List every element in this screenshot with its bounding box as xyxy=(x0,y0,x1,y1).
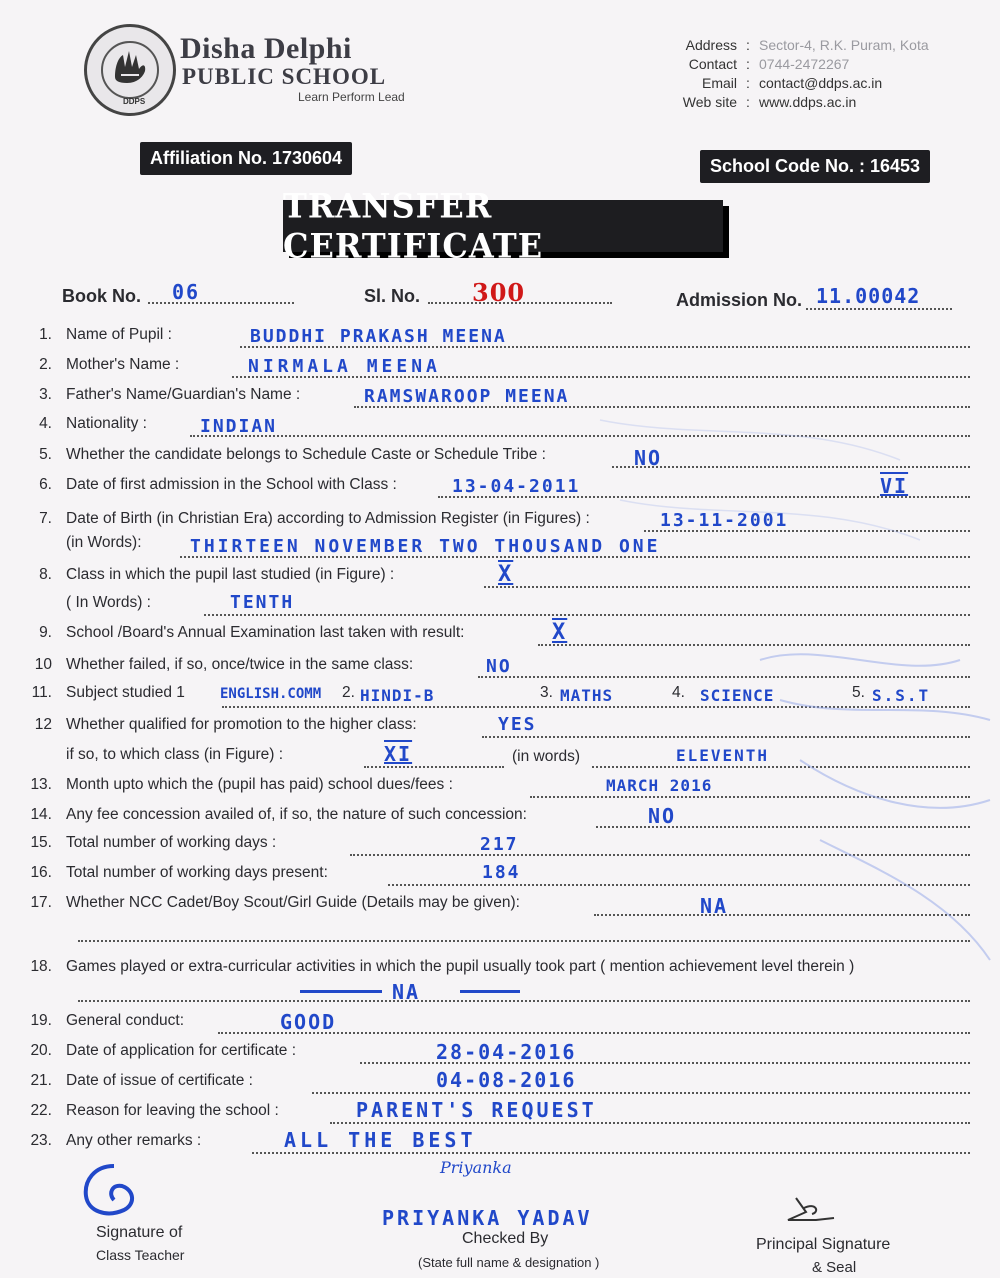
field-label: 23. Any other remarks : xyxy=(30,1132,202,1149)
first-admission-date-value: 13-04-2011 xyxy=(452,476,581,497)
field-dots xyxy=(594,914,970,916)
contact-key: Web site xyxy=(682,94,737,110)
admission-no-dots xyxy=(806,308,952,310)
book-no-label: Book No. xyxy=(62,286,141,306)
field-label: 12 Whether qualified for promotion to the higher class: xyxy=(34,716,417,733)
field-dots xyxy=(478,676,970,678)
checker-signature: Priyanka xyxy=(440,1158,512,1177)
teacher-signature-label-1: Signature of xyxy=(96,1224,183,1241)
subject-5-value: S.S.T xyxy=(872,686,931,705)
contact-value: Sector-4, R.K. Puram, Kota xyxy=(759,37,929,53)
field-dots xyxy=(364,766,504,768)
days-present-value: 184 xyxy=(482,862,521,883)
book-no-dots xyxy=(148,302,294,304)
last-class-words-value: TENTH xyxy=(230,592,295,613)
field-dots xyxy=(350,854,970,856)
field-label: 3. Father's Name/Guardian's Name : xyxy=(39,386,301,403)
subject-4-value: SCIENCE xyxy=(700,686,775,705)
school-logo xyxy=(84,24,176,116)
field-label: 11. Subject studied 1 xyxy=(31,684,185,701)
field-label: 18. Games played or extra-curricular activities in which the pupil usually took part ( mention achievement level therein ) xyxy=(30,958,855,975)
field-dots xyxy=(222,706,970,708)
field-label: 14. Any fee concession availed of, if so, the nature of such concession: xyxy=(30,806,527,823)
field-dots xyxy=(204,614,970,616)
contact-row-phone: Contact : 0744-2472267 xyxy=(667,55,929,74)
checked-note: (State full name & designation ) xyxy=(418,1255,600,1270)
field-dots xyxy=(538,644,970,646)
subject-3-value: MATHS xyxy=(560,686,614,705)
school-name-line1: Disha Delphi xyxy=(180,32,352,65)
pupil-name-value: BUDDHI PRAKASH MEENA xyxy=(250,326,507,347)
field-label: ( In Words) : xyxy=(66,594,151,611)
contact-value: 0744-2472267 xyxy=(759,56,850,72)
first-admission-class-value: VI xyxy=(880,474,909,498)
checker-name-value: PRIYANKA YADAV xyxy=(382,1206,593,1230)
next-class-words-value: ELEVENTH xyxy=(676,746,770,765)
exam-result-value: X xyxy=(552,620,568,645)
field-dots xyxy=(612,466,970,468)
ncc-value: NA xyxy=(700,894,729,918)
field-label: 4. Nationality : xyxy=(39,415,147,432)
field-dots xyxy=(78,1000,970,1002)
contact-row-email: Email : contact@ddps.ac.in xyxy=(667,74,929,93)
school-tagline: Learn Perform Lead xyxy=(298,90,405,104)
games-value: NA xyxy=(392,980,421,1004)
principal-seal-label: & Seal xyxy=(812,1259,857,1276)
admission-no-value: 11.00042 xyxy=(816,284,921,308)
field-label: 20. Date of application for certificate : xyxy=(30,1042,297,1059)
issue-date-value: 04-08-2016 xyxy=(436,1068,577,1092)
contact-row-address: Address : Sector-4, R.K. Puram, Kota xyxy=(667,36,929,55)
checked-by-label: Checked By xyxy=(462,1230,549,1247)
subject-4-label: 4. xyxy=(672,684,685,701)
page-title: TRANSFER CERTIFICATE xyxy=(283,186,544,266)
caste-value: NO xyxy=(634,446,663,470)
field-label: 19. General conduct: xyxy=(30,1012,185,1029)
field-label: if so, to which class (in Figure) : xyxy=(66,746,284,763)
book-no-value: 06 xyxy=(172,280,201,304)
field-dots xyxy=(484,586,970,588)
logo-text: DDPS xyxy=(123,97,146,106)
field-label: 13. Month upto which the (pupil has paid) school dues/fees : xyxy=(30,776,453,793)
hands-emblem-icon xyxy=(109,47,151,87)
subject-1-value: ENGLISH.COMM xyxy=(220,686,322,702)
dash-mark xyxy=(300,990,382,993)
field-dots xyxy=(78,940,970,942)
field-label: 17. Whether NCC Cadet/Boy Scout/Girl Guide (Details may be given): xyxy=(30,894,520,911)
school-name-line2: PUBLIC SCHOOL xyxy=(182,64,387,89)
mother-name-value: NIRMALA MEENA xyxy=(248,356,441,377)
promotion-value: YES xyxy=(498,714,537,735)
contact-value: www.ddps.ac.in xyxy=(759,94,857,110)
dash-mark xyxy=(460,990,520,993)
field-label: 2. Mother's Name : xyxy=(39,356,180,373)
field-dots xyxy=(592,766,970,768)
failed-value: NO xyxy=(486,656,512,677)
remarks-value: ALL THE BEST xyxy=(284,1128,477,1152)
field-label: 1. Name of Pupil : xyxy=(39,326,172,343)
field-label: 16. Total number of working days present: xyxy=(30,864,328,881)
field-dots xyxy=(330,1122,970,1124)
affiliation-badge: Affiliation No. 1730604 xyxy=(140,142,352,175)
sl-no-label: Sl. No. xyxy=(364,286,421,306)
field-label: 5. Whether the candidate belongs to Schedule Caste or Schedule Tribe : xyxy=(39,446,546,463)
conduct-value: GOOD xyxy=(280,1010,337,1034)
field-label: 7. Date of Birth (in Christian Era) according to Admission Register (in Figures) : xyxy=(39,510,590,527)
concession-value: NO xyxy=(648,804,677,828)
in-words-label: (in words) xyxy=(512,748,581,765)
nationality-value: INDIAN xyxy=(200,416,278,437)
subject-3-label: 3. xyxy=(540,684,553,701)
field-label: 9. School /Board's Annual Examination last taken with result: xyxy=(39,624,465,641)
contact-row-website: Web site : www.ddps.ac.in xyxy=(667,93,929,112)
field-dots xyxy=(530,796,970,798)
working-days-value: 217 xyxy=(480,834,519,855)
father-name-value: RAMSWAROOP MEENA xyxy=(364,386,570,407)
contact-key: Address xyxy=(685,37,737,53)
principal-signature-label: Principal Signature xyxy=(756,1236,891,1253)
field-label: 6. Date of first admission in the School with Class : xyxy=(39,476,397,493)
contact-key: Email xyxy=(701,75,737,91)
field-dots xyxy=(190,435,970,437)
school-code-badge: School Code No. : 16453 xyxy=(700,150,930,183)
teacher-signature-label-2: Class Teacher xyxy=(96,1247,185,1263)
field-dots xyxy=(388,884,970,886)
next-class-figure-value: XI xyxy=(384,742,413,766)
contact-value: contact@ddps.ac.in xyxy=(759,75,883,91)
field-label: 15. Total number of working days : xyxy=(30,834,277,851)
dob-words-value: THIRTEEN NOVEMBER TWO THOUSAND ONE xyxy=(190,536,661,557)
field-label: 10 Whether failed, if so, once/twice in the same class: xyxy=(34,656,414,673)
teacher-signature-mark xyxy=(74,1156,154,1226)
contact-key: Contact xyxy=(688,56,737,72)
field-dots xyxy=(482,736,970,738)
field-dots xyxy=(252,1152,970,1154)
field-label: 8. Class in which the pupil last studied (in Figure) : xyxy=(39,566,395,583)
field-label: (in Words): xyxy=(66,534,142,551)
dob-figures-value: 13-11-2001 xyxy=(660,510,789,531)
field-label: 22. Reason for leaving the school : xyxy=(30,1102,279,1119)
leaving-reason-value: PARENT'S REQUEST xyxy=(356,1098,597,1122)
subject-5-label: 5. xyxy=(852,684,865,701)
fees-paid-value: MARCH 2016 xyxy=(606,776,713,795)
field-dots xyxy=(312,1092,970,1094)
sl-no-value: 300 xyxy=(472,278,526,307)
title-banner xyxy=(283,186,723,266)
application-date-value: 28-04-2016 xyxy=(436,1040,577,1064)
subject-2-label: 2. xyxy=(342,684,355,701)
principal-signature-mark xyxy=(776,1190,846,1234)
admission-no-label: Admission No. xyxy=(676,290,803,310)
contact-block xyxy=(667,36,929,112)
last-class-figure-value: X xyxy=(498,562,514,587)
field-label: 21. Date of issue of certificate : xyxy=(30,1072,253,1089)
subject-2-value: HINDI-B xyxy=(360,686,435,705)
